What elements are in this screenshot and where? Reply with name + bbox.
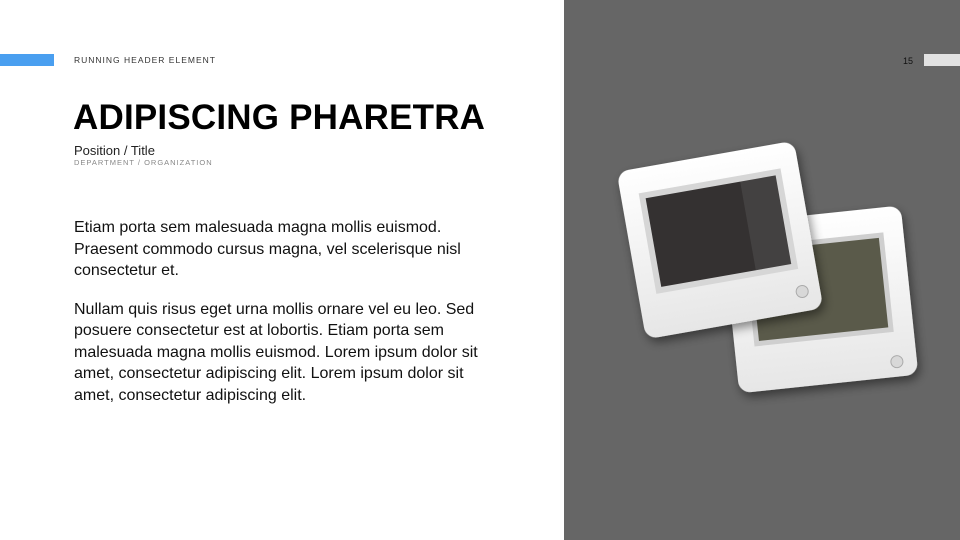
running-header: RUNNING HEADER ELEMENT: [74, 55, 216, 65]
photo-slides-icon: [600, 130, 940, 410]
body-paragraph: Nullam quis risus eget urna mollis ornare vel eu leo. Sed posuere consectetur est at lobortis. Etiam porta sem malesuada magna mollis euismod. Lorem ipsum dolor sit amet, consectetur adipiscing elit. Lorem ipsum dolor sit amet, consectetur adipiscing elit.: [74, 300, 478, 404]
body-text: [74, 217, 504, 423]
position-title: Position / Title: [74, 143, 155, 158]
accent-bar: [0, 54, 54, 66]
page-number: 15: [903, 56, 914, 66]
department-label: DEPARTMENT / ORGANIZATION: [74, 158, 213, 167]
body-paragraph: Etiam porta sem malesuada magna mollis euismod. Praesent commodo cursus magna, vel scelerisque nisl consectetur et.: [74, 219, 461, 279]
front-slide: [617, 141, 824, 340]
slide-title: ADIPISCING PHARETRA: [73, 98, 486, 137]
page-number-bar: [924, 54, 960, 66]
